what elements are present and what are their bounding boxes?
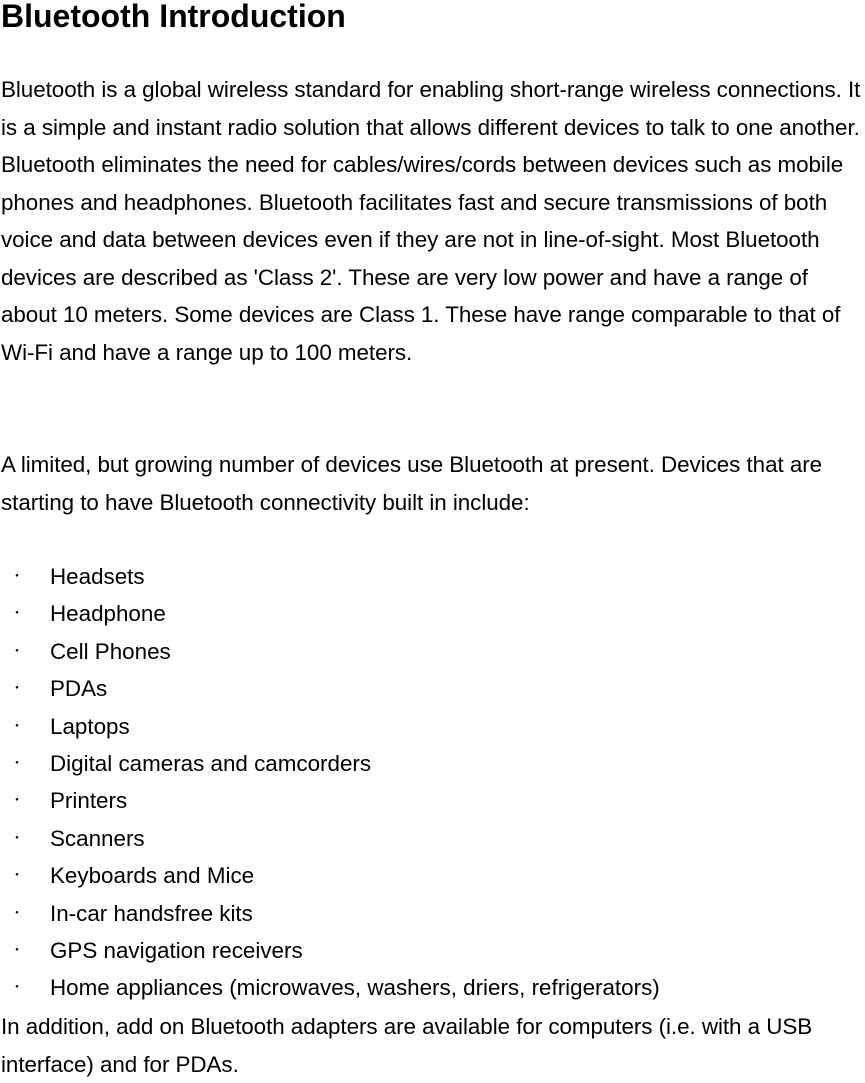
bullet-icon: ・: [10, 605, 24, 622]
list-item: [1, 782, 861, 819]
bullet-icon: ・: [10, 568, 24, 584]
list-item: [1, 595, 861, 632]
list-item-label: Printers: [50, 788, 128, 814]
list-item-label: Cell Phones: [50, 638, 171, 664]
list-item-label: Home appliances (microwaves, washers, driers, refrigerators): [50, 975, 660, 1001]
list-item-label: PDAs: [50, 676, 108, 702]
list-item-label: GPS navigation receivers: [50, 937, 303, 963]
intro-paragraph: Bluetooth is a global wireless standard for enabling short-range wireless connections. It is a simple and instant radio solution that allows different devices to talk to one another. Bluetooth eliminates the need for cables/wires/cords between devices such as mobile phones and headphones. Bluetooth facilitates fast and secure transmissions of both voice and data between devices even if they are not in line-of-sight. Most Bluetooth devices are described as 'Class 2'. These are very low power and have a range of about 10 meters. Some devices are Class 1. These have range comparable to that of Wi-Fi and have a range up to 100 meters.: [1, 77, 861, 365]
list-item: [1, 895, 861, 932]
devices-intro-paragraph: A limited, but growing number of devices use Bluetooth at present. Devices that are starting to have Bluetooth connectivity built in include:: [1, 452, 823, 515]
bullet-icon: ・: [10, 941, 24, 958]
list-item: [1, 670, 861, 707]
list-item: [1, 708, 861, 745]
bullet-icon: ・: [10, 904, 24, 921]
list-item: [1, 969, 861, 1006]
list-item-label: Digital cameras and camcorders: [50, 750, 372, 776]
bullet-icon: ・: [10, 717, 24, 734]
bullet-icon: ・: [10, 979, 24, 996]
device-list: [1, 558, 861, 1007]
list-item-label: Headsets: [50, 564, 145, 589]
list-item-label: Laptops: [50, 713, 130, 739]
bullet-icon: ・: [10, 792, 24, 809]
bullet-icon: ・: [10, 680, 24, 697]
page-title: Bluetooth Introduction: [1, 0, 346, 34]
list-item-label: Scanners: [50, 825, 145, 851]
list-item-label: In-car handsfree kits: [50, 900, 253, 926]
adapters-paragraph: In addition, add on Bluetooth adapters are available for computers (i.e. with a USB interface) and for PDAs.: [1, 1014, 813, 1077]
bullet-icon: ・: [10, 754, 24, 771]
bullet-icon: ・: [10, 642, 24, 659]
list-item: [1, 745, 861, 782]
list-item: [1, 932, 861, 969]
list-item-label: Keyboards and Mice: [50, 863, 255, 889]
list-item: [1, 820, 861, 857]
bullet-icon: ・: [10, 867, 24, 884]
list-item-label: Headphone: [50, 601, 166, 627]
list-item: [1, 558, 861, 595]
bullet-icon: ・: [10, 829, 24, 846]
list-item: [1, 857, 861, 894]
list-item: [1, 633, 861, 670]
